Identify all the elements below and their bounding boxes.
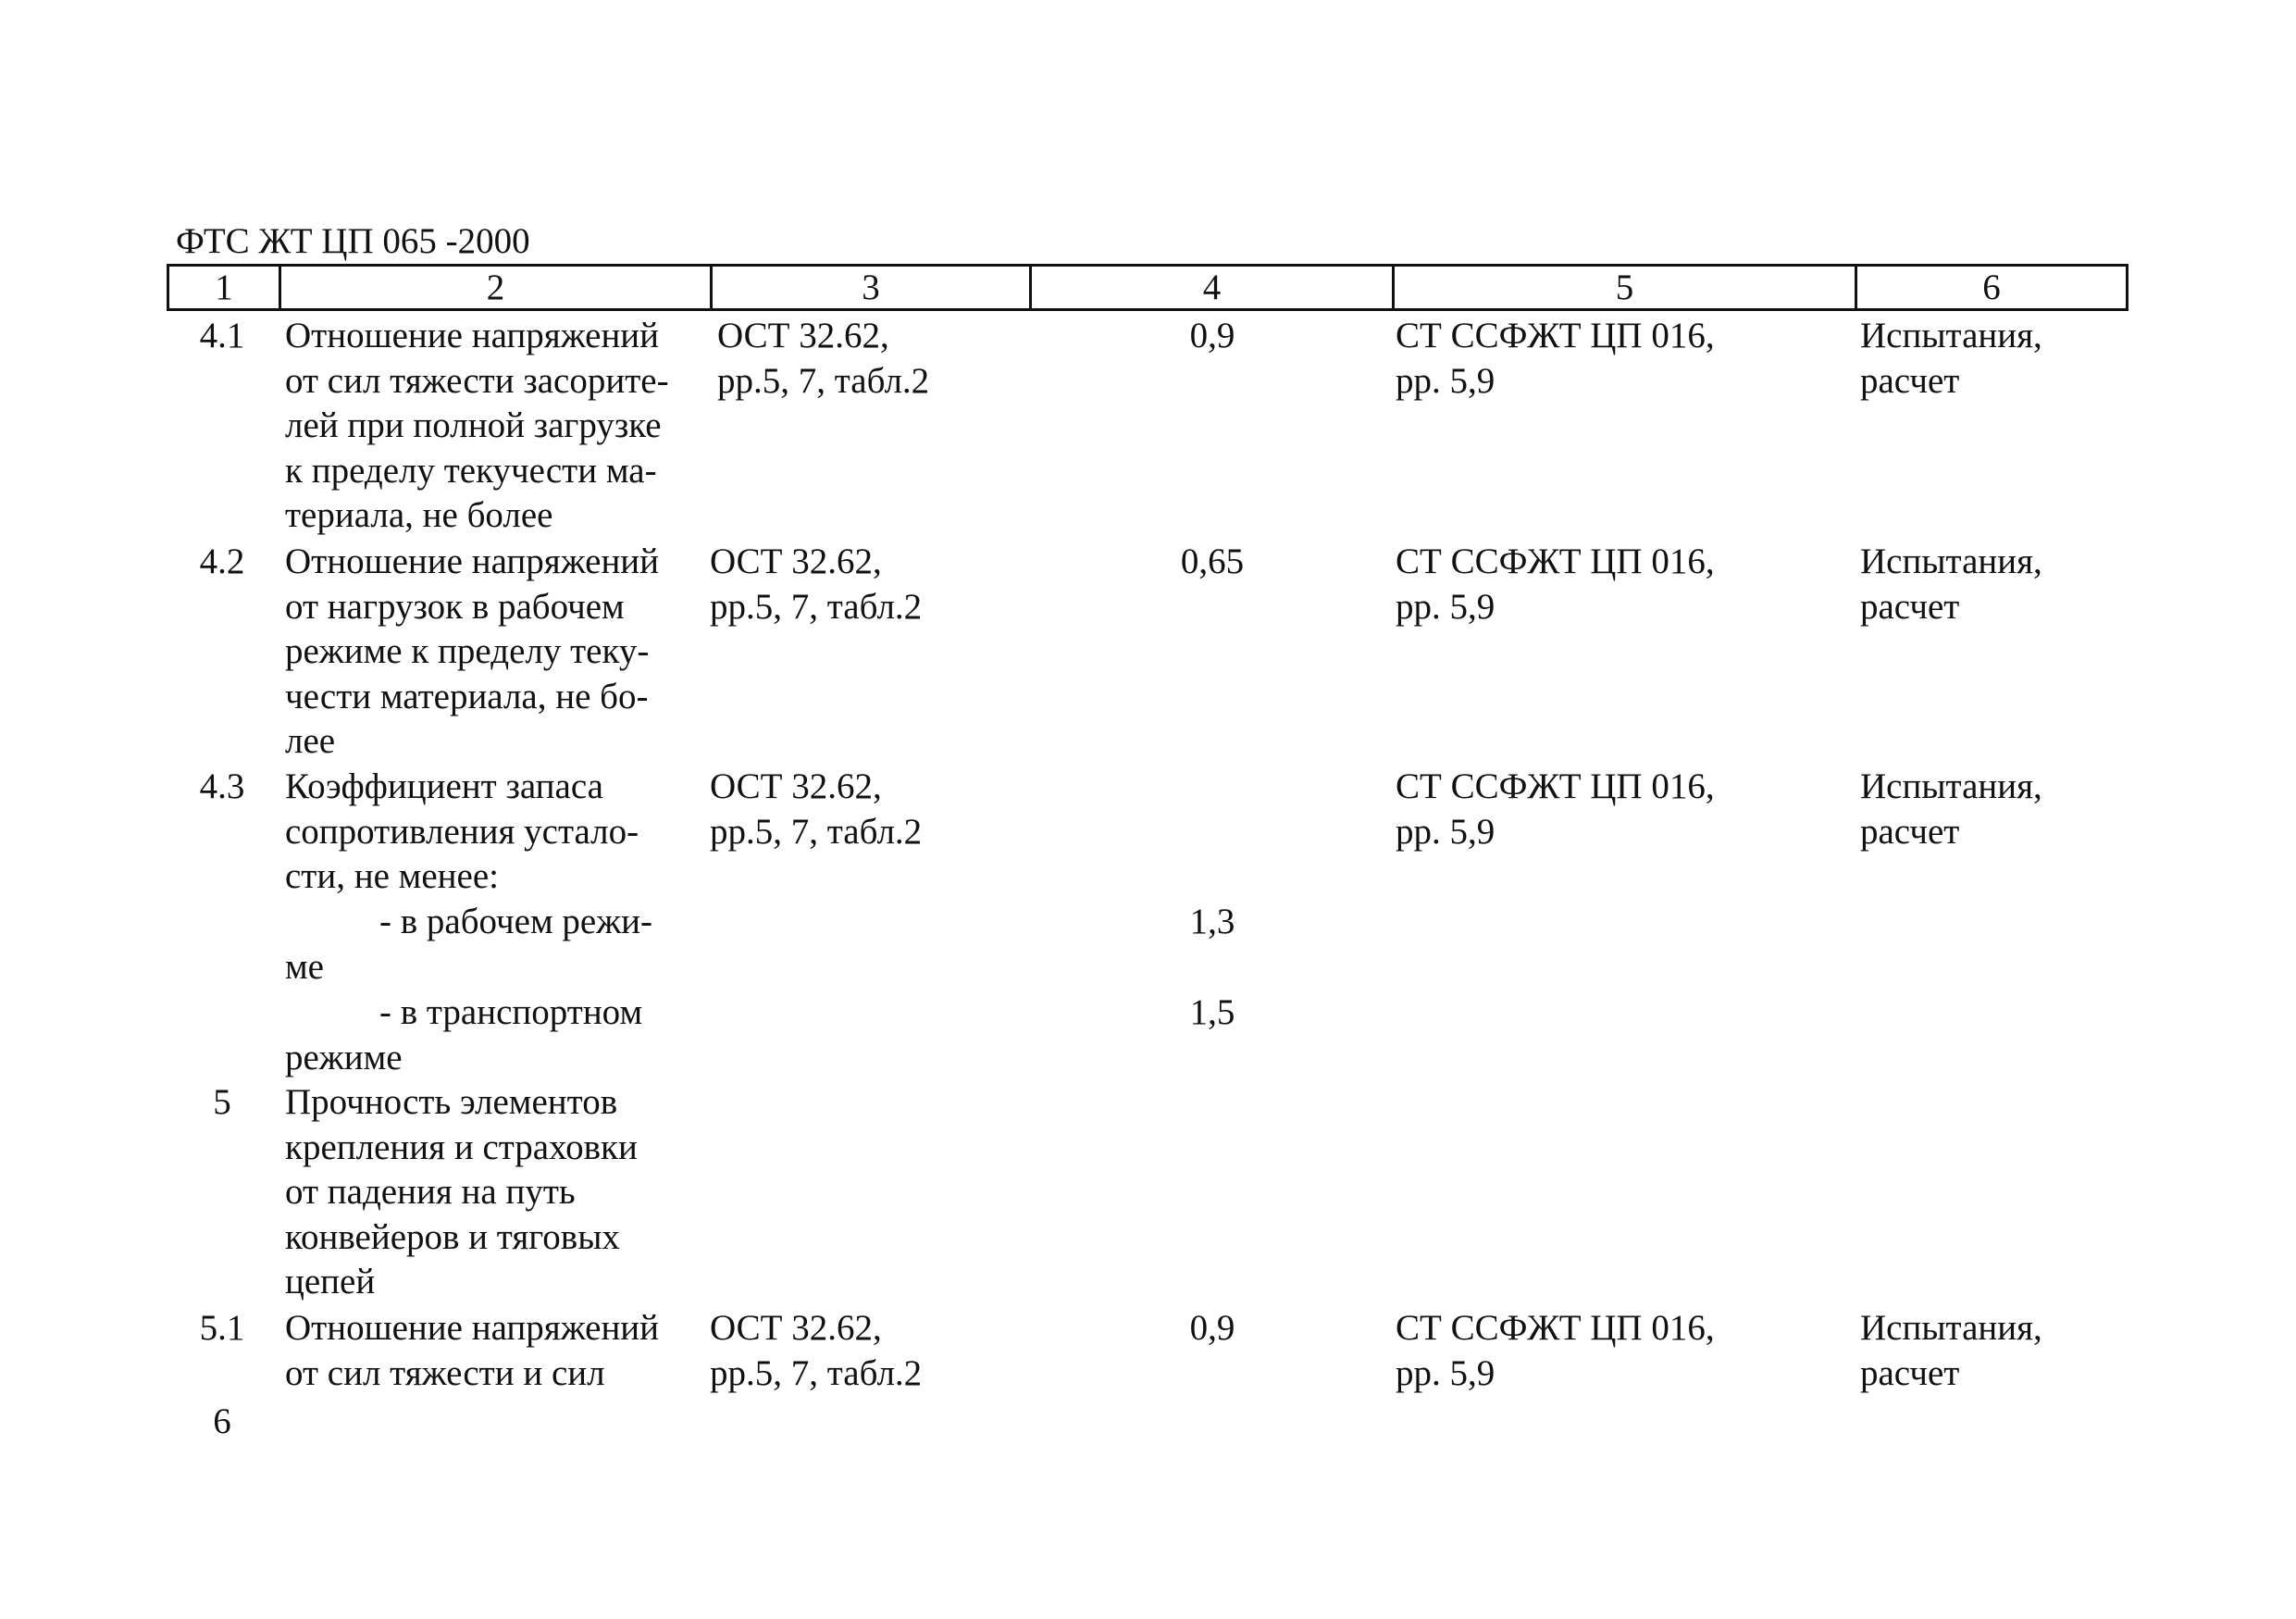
column-header-5: 5: [1392, 267, 1855, 308]
sub-item-label: ме: [285, 947, 324, 987]
column-header-1: 1: [215, 268, 233, 307]
method-document: СТ ССФЖТ ЦП 016, рр. 5,9: [1396, 1308, 1715, 1393]
parameter-name: Прочность элементов крепления и страховки от падения на путь конвейеров и тяговых цепей: [285, 1082, 638, 1302]
row-number: 5: [213, 1082, 231, 1122]
column-header-3: 3: [710, 267, 1029, 308]
document-code: ФТС ЖТ ЦП 065 -2000: [176, 221, 530, 261]
parameter-value: 0,9: [1189, 1308, 1235, 1348]
sub-item-label: - в транспортном: [379, 992, 643, 1032]
row-number: 4.2: [199, 542, 245, 581]
parameter-name: Отношение напряжений от сил тяжести засорите- лей при полной загрузке к пределу текучести ма- териала, не более: [285, 316, 669, 536]
verification-method: Испытания, расчет: [1860, 766, 2042, 852]
row-number: 4.3: [199, 766, 245, 806]
parameter-value: 0,65: [1180, 542, 1245, 581]
method-document: СТ ССФЖТ ЦП 016, рр. 5,9: [1396, 316, 1715, 401]
parameter-name: Коэффициент запаса сопротивления устало- сти, не менее:: [285, 766, 639, 897]
reference-document: ОСТ 32.62, рр.5, 7, табл.2: [710, 766, 923, 852]
sub-item-label: режиме: [285, 1038, 403, 1077]
parameter-value: 1,3: [1189, 902, 1235, 941]
row-number: 5.1: [199, 1308, 245, 1348]
page-number: 6: [213, 1401, 231, 1441]
row-number: 4.1: [199, 316, 245, 355]
parameter-name: Отношение напряжений от сил тяжести и сил: [285, 1308, 660, 1393]
reference-document: ОСТ 32.62, рр.5, 7, табл.2: [717, 316, 930, 401]
method-document: СТ ССФЖТ ЦП 016, рр. 5,9: [1396, 542, 1715, 627]
verification-method: Испытания, расчет: [1860, 316, 2042, 401]
column-header-6: 6: [1855, 267, 2126, 308]
method-document: СТ ССФЖТ ЦП 016, рр. 5,9: [1396, 766, 1715, 852]
reference-document: ОСТ 32.62, рр.5, 7, табл.2: [710, 542, 923, 627]
parameter-name: Отношение напряжений от нагрузок в рабочем режиме к пределу теку- чести материала, не бо- лее: [285, 542, 660, 762]
column-header-2: 2: [279, 267, 710, 308]
sub-item-label: - в рабочем режи-: [379, 902, 653, 941]
verification-method: Испытания, расчет: [1860, 1308, 2042, 1393]
parameter-value: 1,5: [1189, 992, 1235, 1032]
column-number-header: [167, 264, 2128, 311]
parameter-value: 0,9: [1189, 316, 1235, 355]
reference-document: ОСТ 32.62, рр.5, 7, табл.2: [710, 1308, 923, 1393]
column-header-4: 4: [1029, 267, 1392, 308]
verification-method: Испытания, расчет: [1860, 542, 2042, 627]
